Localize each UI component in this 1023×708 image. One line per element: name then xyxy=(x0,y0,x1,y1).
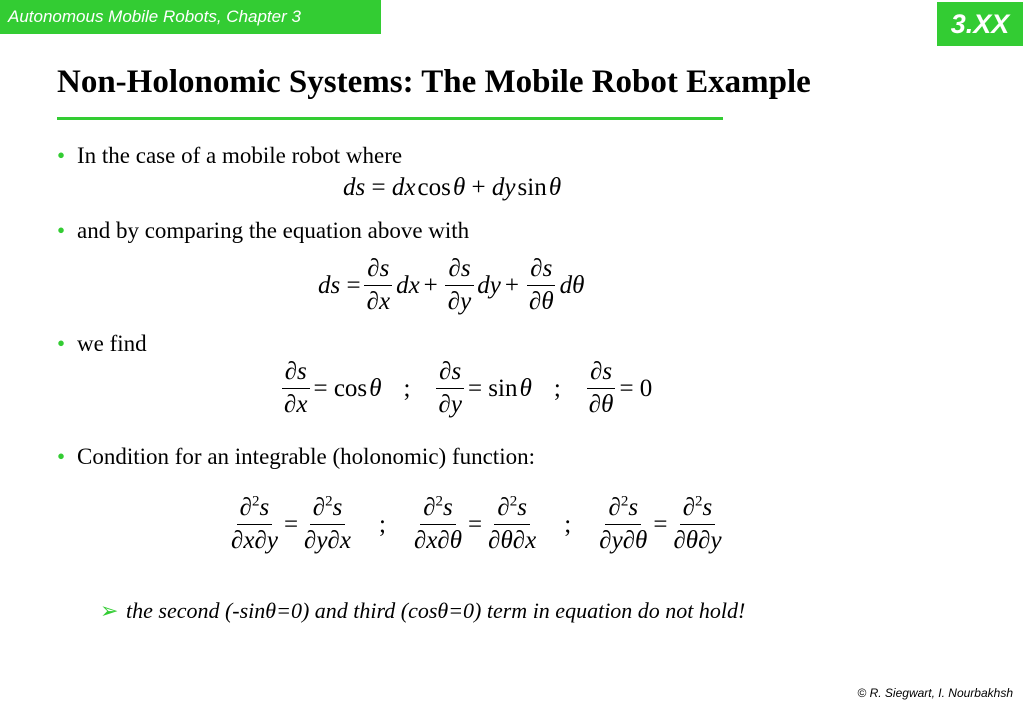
bullet-dot-icon: • xyxy=(57,331,66,356)
bullet-4-text: Condition for an integrable (holonomic) function: xyxy=(77,444,535,469)
bullet-1 xyxy=(57,143,402,169)
bullet-dot-icon: • xyxy=(57,444,66,469)
bullet-1-text: In the case of a mobile robot where xyxy=(77,143,403,168)
copyright-footer: © R. Siegwart, I. Nourbakhsh xyxy=(857,686,1013,700)
bullet-4 xyxy=(57,444,535,470)
bullet-dot-icon: • xyxy=(57,218,66,243)
equation-3: $\frac{\partial s}{\partial x}$ = cos θ ; $\frac{\partial s}{\partial y}$ = sin θ ; $\frac{\partial s}{\partial\theta}$ = 0 xyxy=(278,358,652,419)
equation-4: $\frac{\partial^2s}{\partial x\partial y}$ = $\frac{\partial^2s}{\partial y\partial x}$ ; $\frac{\partial^2s}{\partial x\partial\theta}$ = $\frac{\partial^2s}{\partial\theta\partial x}$ ; $\frac{\partial^2s}{\partial y\partial\theta}$ = $\frac{\partial^2s}{\partial\theta\partial y}$ xyxy=(231,493,722,554)
sub-bullet xyxy=(100,598,745,624)
equation-2: ds = $\frac{\partial s}{\partial x}$ dx + $\frac{\partial s}{\partial y}$ dy + $\frac{\partial s}{\partial\theta}$ dθ xyxy=(318,255,585,315)
slide-title: Non-Holonomic Systems: The Mobile Robot Example xyxy=(57,64,811,100)
bullet-dot-icon: • xyxy=(57,143,66,168)
bullet-3-text: we find xyxy=(77,331,147,356)
sub-bullet-text: the second (-sinθ=0) and third (cosθ=0) term in equation do not hold! xyxy=(126,598,746,623)
arrow-marker-icon: ➢ xyxy=(100,598,119,623)
bullet-3 xyxy=(57,331,147,357)
bullet-2 xyxy=(57,218,469,244)
title-underline xyxy=(57,117,723,120)
course-label: Autonomous Mobile Robots, Chapter 3 xyxy=(0,0,381,34)
equation-1: ds = dx cos θ + dy sin θ xyxy=(343,174,562,201)
bullet-2-text: and by comparing the equation above with xyxy=(77,218,470,243)
slide-number: 3.XX xyxy=(937,2,1023,46)
